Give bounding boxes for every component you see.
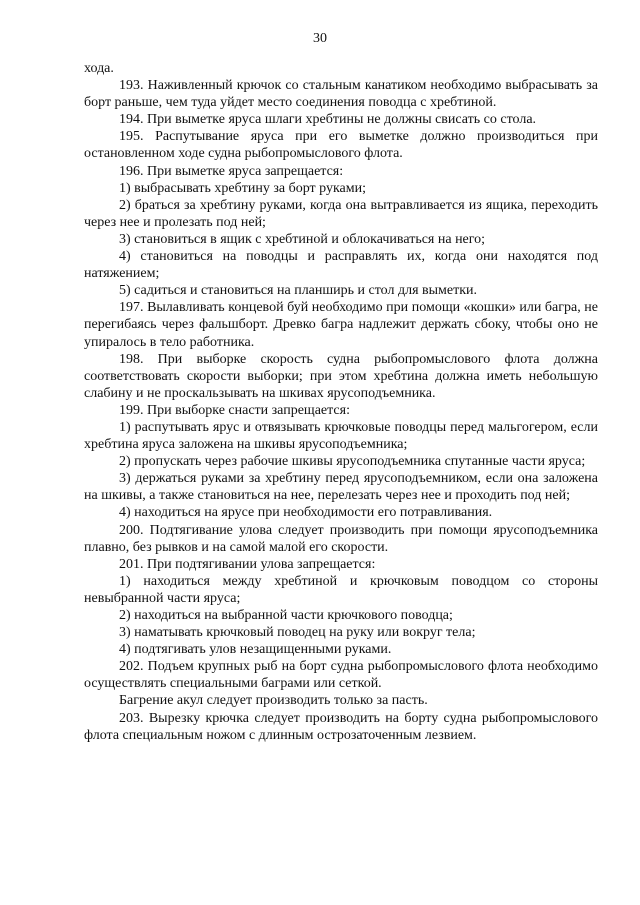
list-item-196-4: 4) становиться на поводцы и расправлять их, когда они находятся под натяжением;	[84, 249, 598, 282]
list-item-199-3: 3) держаться руками за хребтину перед ярусоподъемником, если она заложена на шкивы, а также становиться на нее, перелезать через нее и проходить под ней;	[84, 471, 598, 504]
list-item-201-4: 4) подтягивать улов незащищенными руками.	[119, 642, 392, 658]
list-item-196-2: 2) браться за хребтину руками, когда она вытравливается из ящика, переходить через нее и пролезать под ней;	[84, 197, 598, 230]
list-item-199-2: 2) пропускать через рабочие шкивы ярусоподъемника спутанные части яруса;	[119, 454, 586, 470]
list-item-196-1: 1) выбрасывать хребтину за борт руками;	[119, 180, 367, 196]
paragraph-continuation: хода.	[84, 61, 114, 76]
paragraph-194: 194. При выметке яруса шлаги хребтины не должны свисать со стола.	[119, 112, 537, 128]
list-item-196-3: 3) становиться в ящик с хребтиной и облокачиваться на него;	[119, 231, 486, 247]
paragraph-193: 193. Наживленный крючок со стальным канатиком необходимо выбрасывать за борт раньше, чем туда уйдет место соединения поводца с хребтиной.	[84, 78, 598, 111]
paragraph-196: 196. При выметке яруса запрещается:	[119, 163, 344, 179]
paragraph-195: 195. Распутывание яруса при его выметке должно производиться при остановленном ходе судна рыбопромыслового флота.	[84, 129, 598, 162]
list-item-199-1: 1) распутывать ярус и отвязывать крючковые поводцы перед мальгогером, если хребтина яруса заложена на шкивы ярусоподъемника;	[84, 419, 598, 453]
paragraph-198: 198. При выборке скорость судна рыбопромыслового флота должна соответствовать скорости выборки; при этом хребтина должна иметь небольшую слабину и не проскальзывать на шкивах ярусоподъемника.	[84, 351, 598, 401]
list-item-201-1: 1) находиться между хребтиной и крючковым поводцом со стороны невыбранной части яруса;	[84, 573, 598, 606]
paragraph-203: 203. Вырезку крючка следует производить на борту судна рыбопромыслового флота специальным ножом с длинным острозаточенным лезвием.	[84, 710, 598, 743]
document-body	[84, 60, 598, 744]
paragraph-197: 197. Вылавливать концевой буй необходимо при помощи «кошки» или багра, не перегибаясь через фальшборт. Древко багра надлежит держать сбоку, чтобы оно не упиралось в тело работника.	[84, 300, 598, 350]
paragraph-200: 200. Подтягивание улова следует производить при помощи ярусоподъемника плавно, без рывков и на самой малой его скорости.	[84, 522, 598, 555]
list-item-199-4: 4) находиться на ярусе при необходимости его потравливания.	[119, 505, 493, 521]
paragraph-202-note: Багрение акул следует производить только за пасть.	[119, 693, 428, 709]
list-item-201-3: 3) наматывать крючковый поводец на руку или вокруг тела;	[119, 625, 476, 641]
paragraph-199: 199. При выборке снасти запрещается:	[119, 402, 350, 418]
list-item-196-5: 5) садиться и становиться на планширь и стол для выметки.	[119, 283, 478, 299]
paragraph-201: 201. При подтягивании улова запрещается:	[119, 556, 376, 572]
list-item-201-2: 2) находиться на выбранной части крючкового поводца;	[119, 608, 453, 623]
paragraph-202: 202. Подъем крупных рыб на борт судна рыбопромыслового флота необходимо осуществлять специальными баграми или сеткой.	[84, 659, 598, 692]
page-number: 30	[313, 31, 327, 46]
